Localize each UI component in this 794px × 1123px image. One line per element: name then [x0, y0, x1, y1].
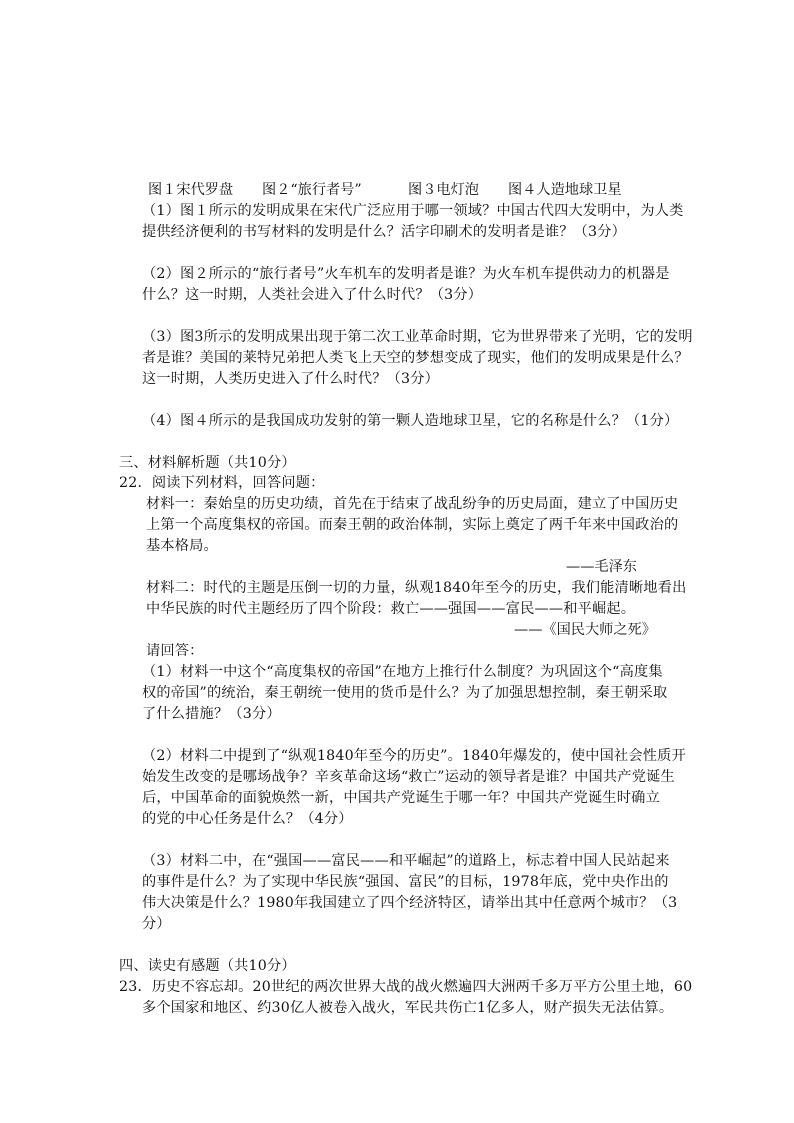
q22-1-line2: 权的帝国”的统治，秦王朝统一使用的货币是什么？为了加强思想控制，秦王朝采取 — [142, 685, 668, 701]
q23-line1: 23．历史不容忘却。20世纪的两次世界大战的战火燃遍四大洲两千多万平方公里土地，60 — [119, 979, 693, 995]
q22-2-line3: 后，中国革命的面貌焕然一新，中国共产党诞生于哪一年？中国共产党诞生时确立 — [142, 790, 660, 806]
q21-3-line1: （3）图3所示的发明成果出现于第二次工业革命时期，它为世界带来了光明，它的发明 — [142, 329, 693, 345]
q21-2-line1: （2）图２所示的“旅行者号”火车机车的发明者是谁？为火车机车提供动力的机器是 — [142, 266, 670, 282]
q22-3-line1: （3）材料二中，在“强国——富民——和平崛起”的道路上，标志着中国人民站起来 — [142, 853, 670, 869]
q22-1-line1: （1）材料一中这个“高度集权的帝国”在地方上推行什么制度？为巩固这个“高度集 — [142, 664, 663, 680]
section3-heading: 三、材料解析题（共10分） — [119, 455, 296, 471]
q22-3-line4: 分） — [142, 916, 171, 932]
material1-line1: 材料一：秦始皇的历史功绩，首先在于结束了战乱纷争的历史局面，建立了中国历史 — [146, 496, 679, 512]
section4-heading: 四、读史有感题（共10分） — [119, 958, 296, 974]
material1-source: ——毛泽东 — [566, 559, 637, 575]
q22-3-line2: 的事件是什么？为了实现中华民族“强国、富民”的目标，1978年底，党中央作出的 — [142, 874, 669, 890]
q22-3-line3: 伟大决策是什么？1980年我国建立了四个经济特区，请举出其中任意两个城市？（3 — [142, 895, 678, 911]
q22-2-line4: 的党的中心任务是什么？（4分） — [142, 811, 353, 827]
q21-3-line2: 者是谁？美国的莱特兄弟把人类飞上天空的梦想变成了现实，他们的发明成果是什么？ — [142, 350, 689, 366]
caption-fig3: 图３电灯泡 — [408, 182, 479, 198]
caption-fig1: 图１宋代罗盘 — [148, 182, 234, 198]
q21-1-line1: （1）图１所示的发明成果在宋代广泛应用于哪一领域？中国古代四大发明中，为人类 — [142, 203, 684, 219]
material2-line1: 材料二：时代的主题是压倒一切的力量，纵观1840年至今的历史，我们能清晰地看出 — [146, 580, 687, 596]
q22-intro: 22．阅读下列材料，回答问题： — [119, 475, 325, 491]
q21-2-line2: 什么？这一时期，人类社会进入了什么时代？（3分） — [142, 287, 483, 303]
q22-2-line1: （2）材料二中提到了“纵观1840年至今的历史”。1840年爆发的，使中国社会性质开 — [142, 748, 686, 764]
q22-1-line3: 了什么措施？（3分） — [142, 706, 281, 722]
q21-4-line1: （4）图４所示的是我国成功发射的第一颗人造地球卫星，它的名称是什么？（1分） — [142, 413, 679, 429]
material2-line2: 中华民族的时代主题经历了四个阶段：救亡——强国——富民——和平崛起。 — [146, 601, 636, 617]
caption-fig2: 图２“旅行者号” — [262, 182, 362, 198]
q21-1-line2: 提供经济便利的书写材料的发明是什么？活字印刷术的发明者是谁？（3分） — [142, 224, 627, 240]
q22-2-line2: 始发生改变的是哪场战争？辛亥革命这场“救亡”运动的领导者是谁？中国共产党诞生 — [142, 769, 675, 785]
q23-line2: 多个国家和地区、约30亿人被卷入战火，军民共伤亡1亿多人，财产损失无法估算。 — [142, 1000, 674, 1016]
material1-line3: 基本格局。 — [146, 538, 218, 554]
ask-label: 请回答： — [146, 643, 204, 659]
material1-line2: 上第一个高度集权的帝国。而秦王朝的政治体制，实际上奠定了两千年来中国政治的 — [146, 517, 679, 533]
caption-fig4: 图４人造地球卫星 — [508, 182, 622, 198]
material2-source: ——《国民大师之死》 — [514, 622, 656, 638]
q21-3-line3: 这一时期，人类历史进入了什么时代？（3分） — [142, 371, 439, 387]
